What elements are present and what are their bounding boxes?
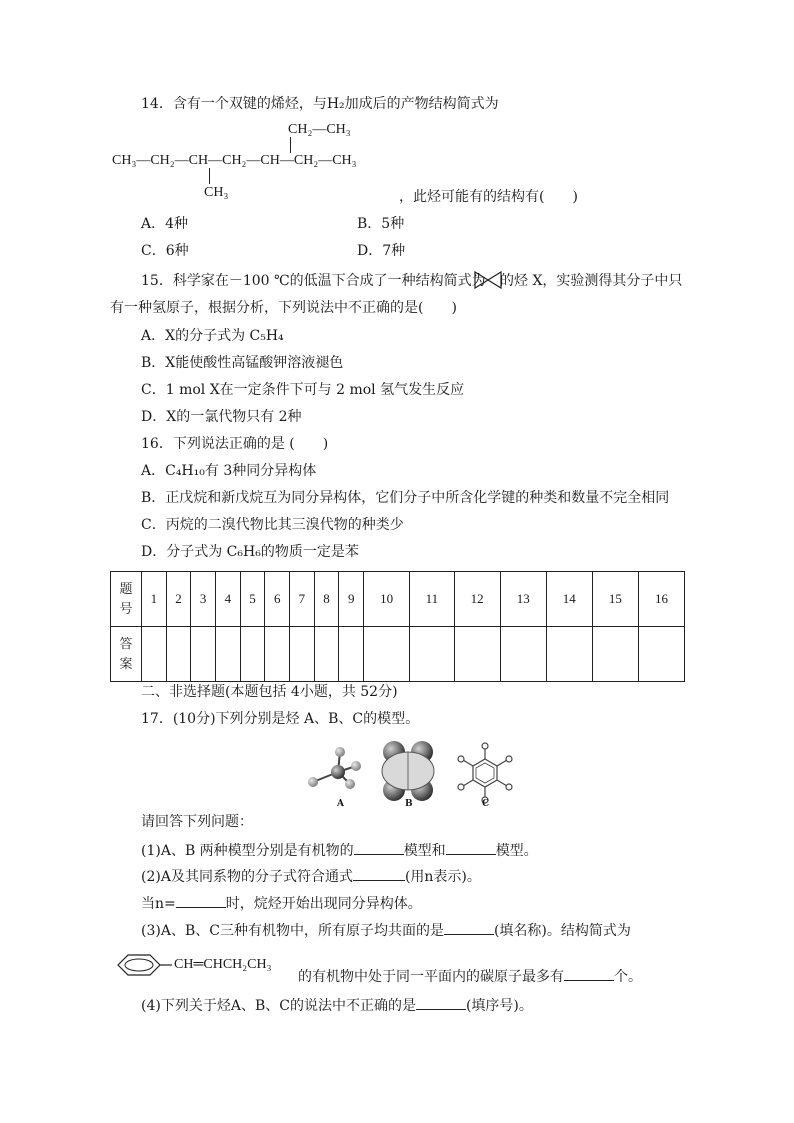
q14-tail: ，此烃可能有的结构有( ): [399, 189, 578, 205]
answer-cell[interactable]: [454, 627, 500, 682]
table-header-daan: [111, 627, 142, 682]
model-a-ball-stick: [308, 747, 361, 789]
answer-cell[interactable]: [265, 627, 290, 682]
spiro-structure-shape: [475, 272, 501, 288]
answer-cell[interactable]: [500, 627, 546, 682]
answer-cell[interactable]: [240, 627, 265, 682]
q17-part3-text-c: 的有机物中处于同一平面内的碳原子最多有: [298, 969, 564, 985]
question-number-cell: 4: [216, 572, 241, 627]
header-char: 号: [119, 601, 133, 616]
q15-option-d: D．X的一氯代物只有 2种: [141, 409, 302, 425]
answer-cell[interactable]: [546, 627, 592, 682]
answer-cell[interactable]: [191, 627, 216, 682]
q17-part2: [141, 866, 481, 886]
q17-part2-line2-text-a: 当n=: [141, 896, 176, 912]
question-number-cell: 15: [592, 572, 638, 627]
answer-cell[interactable]: [339, 627, 364, 682]
q17-part3: [141, 920, 631, 940]
q14-option-d: D．7种: [357, 243, 406, 259]
q17-prompt: 请回答下列问题：: [141, 814, 253, 830]
q17-part2-text-a: (2)A及其同系物的分子式符合通式: [141, 869, 353, 885]
q17-part3-text-d: 个。: [614, 969, 642, 985]
q14-bond-down: [209, 168, 210, 184]
q14-bond-up: [290, 137, 291, 153]
question-number-cell: 10: [364, 572, 410, 627]
answer-cell[interactable]: [410, 627, 455, 682]
model-c-benzene: [458, 743, 512, 803]
question-number-cell: 2: [166, 572, 191, 627]
header-char: 题: [119, 581, 133, 596]
header-char: 案: [119, 656, 133, 671]
section2-heading: 二、非选择题(本题包括 4小题，共 52分): [141, 684, 398, 700]
q17-stem: 17．(10分)下列分别是烃 A、B、C的模型。: [141, 711, 420, 727]
q17-part4-text-b: (填序号)。: [465, 998, 533, 1014]
answer-blank[interactable]: [564, 966, 614, 981]
answer-blank[interactable]: [353, 866, 405, 881]
answer-cell[interactable]: [638, 627, 684, 682]
q14-stem: 14．含有一个双键的烯烃，与H₂加成后的产物结构简式为: [141, 96, 499, 112]
benzene-outline: [118, 955, 160, 975]
q14-option-a: A．4种: [141, 216, 189, 232]
model-label-b: B: [405, 799, 413, 809]
answer-table: [110, 571, 685, 682]
q17-part2-line2: [141, 893, 422, 913]
q15-option-a: A．X的分子式为 C₅H₄: [141, 328, 284, 344]
model-label-c: C: [482, 799, 490, 809]
q14-option-c: C．6种: [141, 243, 189, 259]
answer-blank[interactable]: [416, 995, 466, 1010]
model-label-a: A: [337, 799, 344, 809]
q17-part4-text-a: (4)下列关于烃A、B、C的说法中不正确的是: [141, 998, 416, 1014]
q15-stem-line1-a: 15．科学家在－100 ℃的低温下合成了一种结构简式为: [141, 273, 486, 289]
question-number-cell: 13: [500, 572, 546, 627]
question-number-cell: 16: [638, 572, 684, 627]
q17-part3-text-a: (3)A、B、C三种有机物中，所有原子均共面的是: [141, 923, 444, 939]
answer-blank[interactable]: [446, 840, 496, 855]
q17-part1-text-b: 模型和: [403, 843, 446, 859]
question-number-cell: 9: [339, 572, 364, 627]
q16-stem: 16．下列说法正确的是 ( ): [141, 436, 329, 452]
header-char: 答: [119, 636, 133, 651]
q17-part1-text-c: 模型。: [495, 843, 538, 859]
answer-cell[interactable]: [314, 627, 339, 682]
q17-part1-text-a: (1)A、B 两种模型分别是有机物的: [141, 843, 354, 859]
q14-main-chain: CH₃—CH₂—CH—CH₂—CH—CH₂—CH₃: [112, 153, 357, 168]
question-number-cell: 5: [240, 572, 265, 627]
table-header-tihao: [111, 572, 142, 627]
q17-part3-text-b: (填名称)。结构简式为: [493, 923, 631, 939]
question-number-cell: 6: [265, 572, 290, 627]
q17-part2-line2-text-b: 时，烷烃开始出现同分异构体。: [225, 896, 422, 912]
answer-cell[interactable]: [290, 627, 315, 682]
spiro-structure-icon: [474, 270, 502, 290]
q14-branch-up: CH₂—CH₃: [288, 122, 351, 137]
question-number-cell: 8: [314, 572, 339, 627]
q17-part1: [141, 840, 538, 860]
q15-stem-line2: 有一种氢原子，根据分析，下列说法中不正确的是( ): [110, 300, 457, 316]
benzene-inner-circle: [125, 959, 153, 971]
q16-option-b: B．正戊烷和新戊烷互为同分异构体，它们分子中所含化学键的种类和数量不完全相同: [141, 490, 670, 506]
answer-cell[interactable]: [166, 627, 191, 682]
question-number-cell: 7: [290, 572, 315, 627]
q16-option-c: C．丙烷的二溴代物比其三溴代物的种类少: [141, 517, 404, 533]
q15-option-c: C．1 mol X在一定条件下可与 2 mol 氢气发生反应: [141, 382, 465, 398]
question-number-cell: 1: [142, 572, 167, 627]
q17-part2-text-b: (用n表示)。: [404, 869, 481, 885]
q17-part3-formula: CH═CHCH₂CH₃: [174, 957, 272, 972]
answer-cell[interactable]: [216, 627, 241, 682]
answer-cell[interactable]: [364, 627, 410, 682]
q16-option-d: D．分子式为 C₆H₆的物质一定是苯: [141, 544, 359, 560]
question-number-cell: 3: [191, 572, 216, 627]
answer-blank[interactable]: [444, 920, 494, 935]
benzene-ring-icon: [112, 952, 172, 978]
q15-option-b: B．X能使酸性高锰酸钾溶液褪色: [141, 355, 344, 371]
answer-table-number-row: [111, 572, 685, 627]
answer-cell[interactable]: [142, 627, 167, 682]
question-number-cell: 11: [410, 572, 455, 627]
answer-table-answer-row: [111, 627, 685, 682]
question-number-cell: 14: [546, 572, 592, 627]
q14-option-b: B．5种: [357, 216, 405, 232]
q17-part4: [141, 995, 533, 1015]
answer-cell[interactable]: [592, 627, 638, 682]
answer-blank[interactable]: [176, 893, 226, 908]
q17-part3-line2: [298, 966, 642, 986]
model-b-space-filling: [382, 741, 434, 801]
answer-blank[interactable]: [354, 840, 404, 855]
q15-stem-line1-b: 的烃 X，实验测得其分子中只: [500, 273, 683, 289]
q16-option-a: A．C₄H₁₀有 3种同分异构体: [141, 463, 317, 479]
question-number-cell: 12: [454, 572, 500, 627]
q14-branch-down: CH₃: [204, 185, 229, 200]
